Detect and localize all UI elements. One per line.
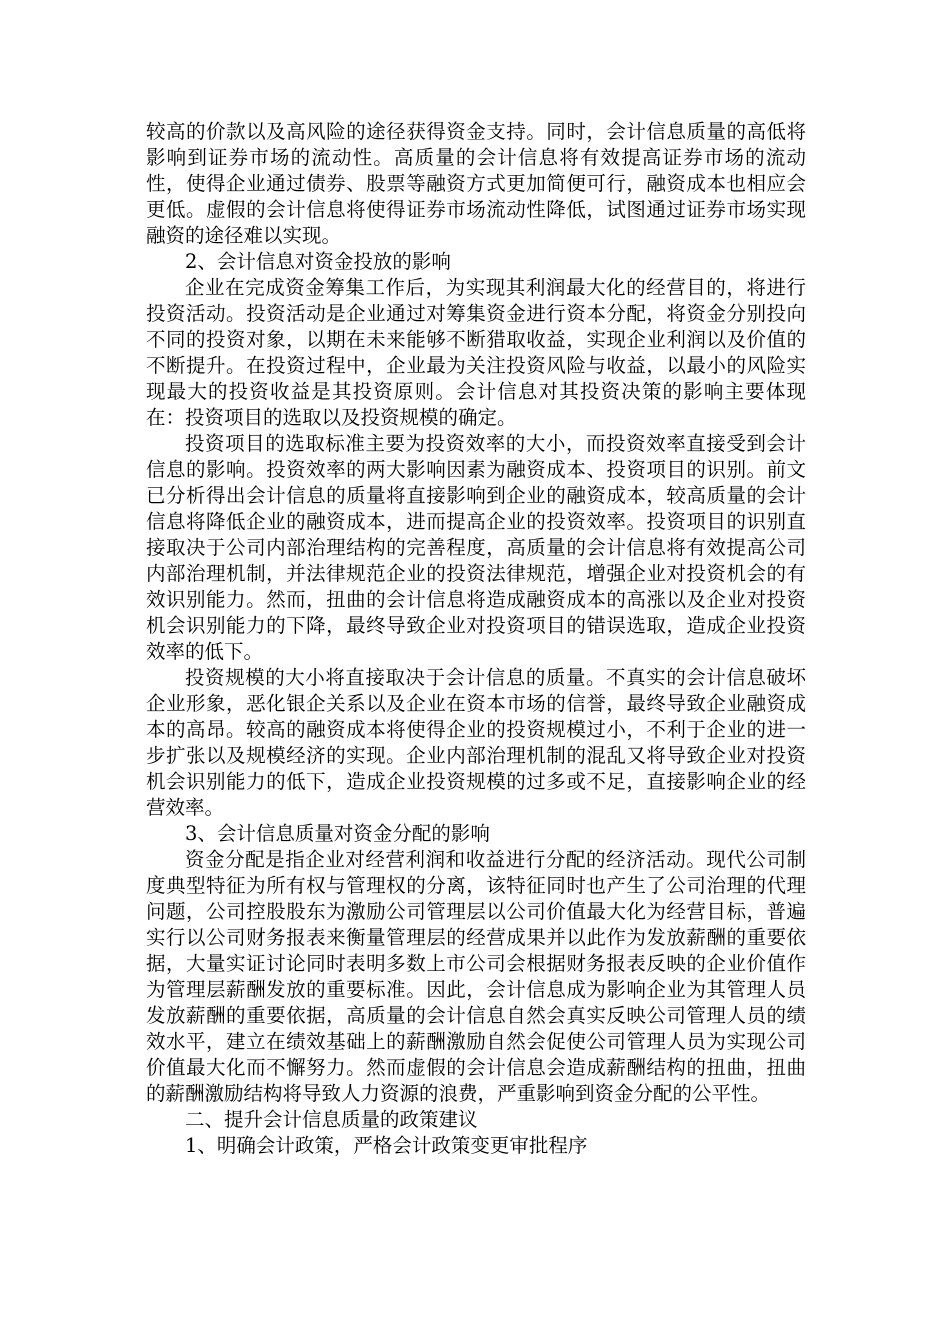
paragraph-continuation: 较高的价款以及高风险的途径获得资金支持。同时，会计信息质量的高低将影响到证券市场的流动性。高质量的会计信息将有效提高证券市场的流动性，使得企业通过债券、股票等融资方式更加简便可行，融资成本也相应会更低。虚假的会计信息将使得证券市场流动性降低，试图通过证券市场实现融资的途径难以实现。: [146, 120, 806, 247]
document-body: [146, 119, 806, 1159]
subsection-heading-accounting-policy: 1、明确会计政策，严格会计政策变更审批程序: [185, 1134, 588, 1157]
section-heading-capital-allocation: 2、会计信息对资金投放的影响: [185, 250, 451, 273]
section-heading-fund-distribution: 3、会计信息质量对资金分配的影响: [185, 822, 490, 845]
section-heading-policy-suggestions: 二、提升会计信息质量的政策建议: [185, 1108, 478, 1131]
paragraph: 投资项目的选取标准主要为投资效率的大小，而投资效率直接受到会计信息的影响。投资效率的两大影响因素为融资成本、投资项目的识别。前文已分析得出会计信息的质量将直接影响到企业的融资成本，较高质量的会计信息将降低企业的融资成本，进而提高企业的投资效率。投资项目的识别直接取决于公司内部治理结构的完善程度，高质量的会计信息将有效提高公司内部治理机制，并法律规范企业的投资法律规范，增强企业对投资机会的有效识别能力。然而，扭曲的会计信息将造成融资成本的高涨以及企业对投资机会识别能力的下降，最终导致企业对投资项目的错误选取，造成企业投资效率的低下。: [146, 432, 806, 663]
paragraph: 企业在完成资金筹集工作后，为实现其利润最大化的经营目的，将进行投资活动。投资活动是企业通过对筹集资金进行资本分配，将资金分别投向不同的投资对象，以期在未来能够不断猎取收益，实现企业利润以及价值的不断提升。在投资过程中，企业最为关注投资风险与收益，以最小的风险实现最大的投资收益是其投资原则。会计信息对其投资决策的影响主要体现在：投资项目的选取以及投资规模的确定。: [146, 276, 806, 429]
paragraph: 资金分配是指企业对经营利润和收益进行分配的经济活动。现代公司制度典型特征为所有权与管理权的分离，该特征同时也产生了公司治理的代理问题，公司控股股东为激励公司管理层以公司价值最大化为经营目标，普遍实行以公司财务报表来衡量管理层的经营成果并以此作为发放薪酬的重要依据，大量实证讨论同时表明多数上市公司会根据财务报表反映的企业价值作为管理层薪酬发放的重要标准。因此，会计信息成为影响企业为其管理人员发放薪酬的重要依据，高质量的会计信息自然会真实反映公司管理人员的绩效水平，建立在绩效基础上的薪酬激励自然会促使公司管理人员为实现公司价值最大化而不懈努力。然而虚假的会计信息会造成薪酬结构的扭曲，扭曲的薪酬激励结构将导致人力资源的浪费，严重影响到资金分配的公平性。: [146, 848, 806, 1105]
paragraph: 投资规模的大小将直接取决于会计信息的质量。不真实的会计信息破坏企业形象，恶化银企关系以及企业在资本市场的信誉，最终导致企业融资成本的高昂。较高的融资成本将使得企业的投资规模过小，不利于企业的进一步扩张以及规模经济的实现。企业内部治理机制的混乱又将导致企业对投资机会识别能力的低下，造成企业投资规模的过多或不足，直接影响企业的经营效率。: [146, 666, 806, 819]
